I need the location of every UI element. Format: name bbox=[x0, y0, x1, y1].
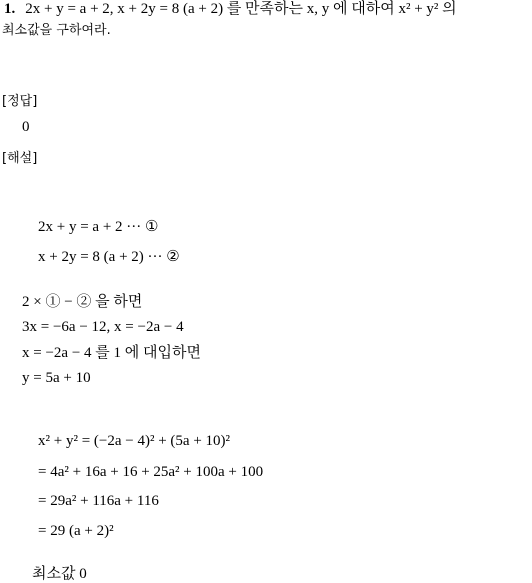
solution-eq2: x + 2y = 8 (a + 2) ··· ② bbox=[38, 249, 180, 265]
solution-eq1: 2x + y = a + 2 ··· ① bbox=[38, 219, 159, 235]
solution-step2: 3x = −6a − 12, x = −2a − 4 bbox=[22, 319, 184, 335]
solution-step4: y = 5a + 10 bbox=[22, 370, 91, 386]
solution-step1: 2 × ① − ② 을 하면 bbox=[22, 294, 143, 310]
answer-value: 0 bbox=[22, 119, 30, 135]
solution-heading: [해설] bbox=[2, 151, 38, 166]
answer-heading: [정답] bbox=[2, 94, 38, 109]
solution-step3: x = −2a − 4 를 1 에 대입하면 bbox=[22, 345, 201, 361]
solution-conclusion: 최소값 0 bbox=[32, 566, 87, 582]
solution-calc3: = 29a² + 116a + 116 bbox=[38, 493, 159, 509]
solution-calc1: x² + y² = (−2a − 4)² + (5a + 10)² bbox=[38, 433, 231, 449]
problem-line-1 bbox=[4, 0, 457, 18]
solution-calc4: = 29 (a + 2)² bbox=[38, 523, 114, 539]
solution-calc2: = 4a² + 16a + 16 + 25a² + 100a + 100 bbox=[38, 464, 264, 480]
problem-number: 1. bbox=[4, 1, 16, 17]
problem-statement-2: 최소값을 구하여라. bbox=[2, 23, 111, 38]
problem-statement-1: 2x + y = a + 2, x + 2y = 8 (a + 2) 를 만족하는 x, y 에 대하여 x² + y² 의 bbox=[25, 1, 457, 17]
